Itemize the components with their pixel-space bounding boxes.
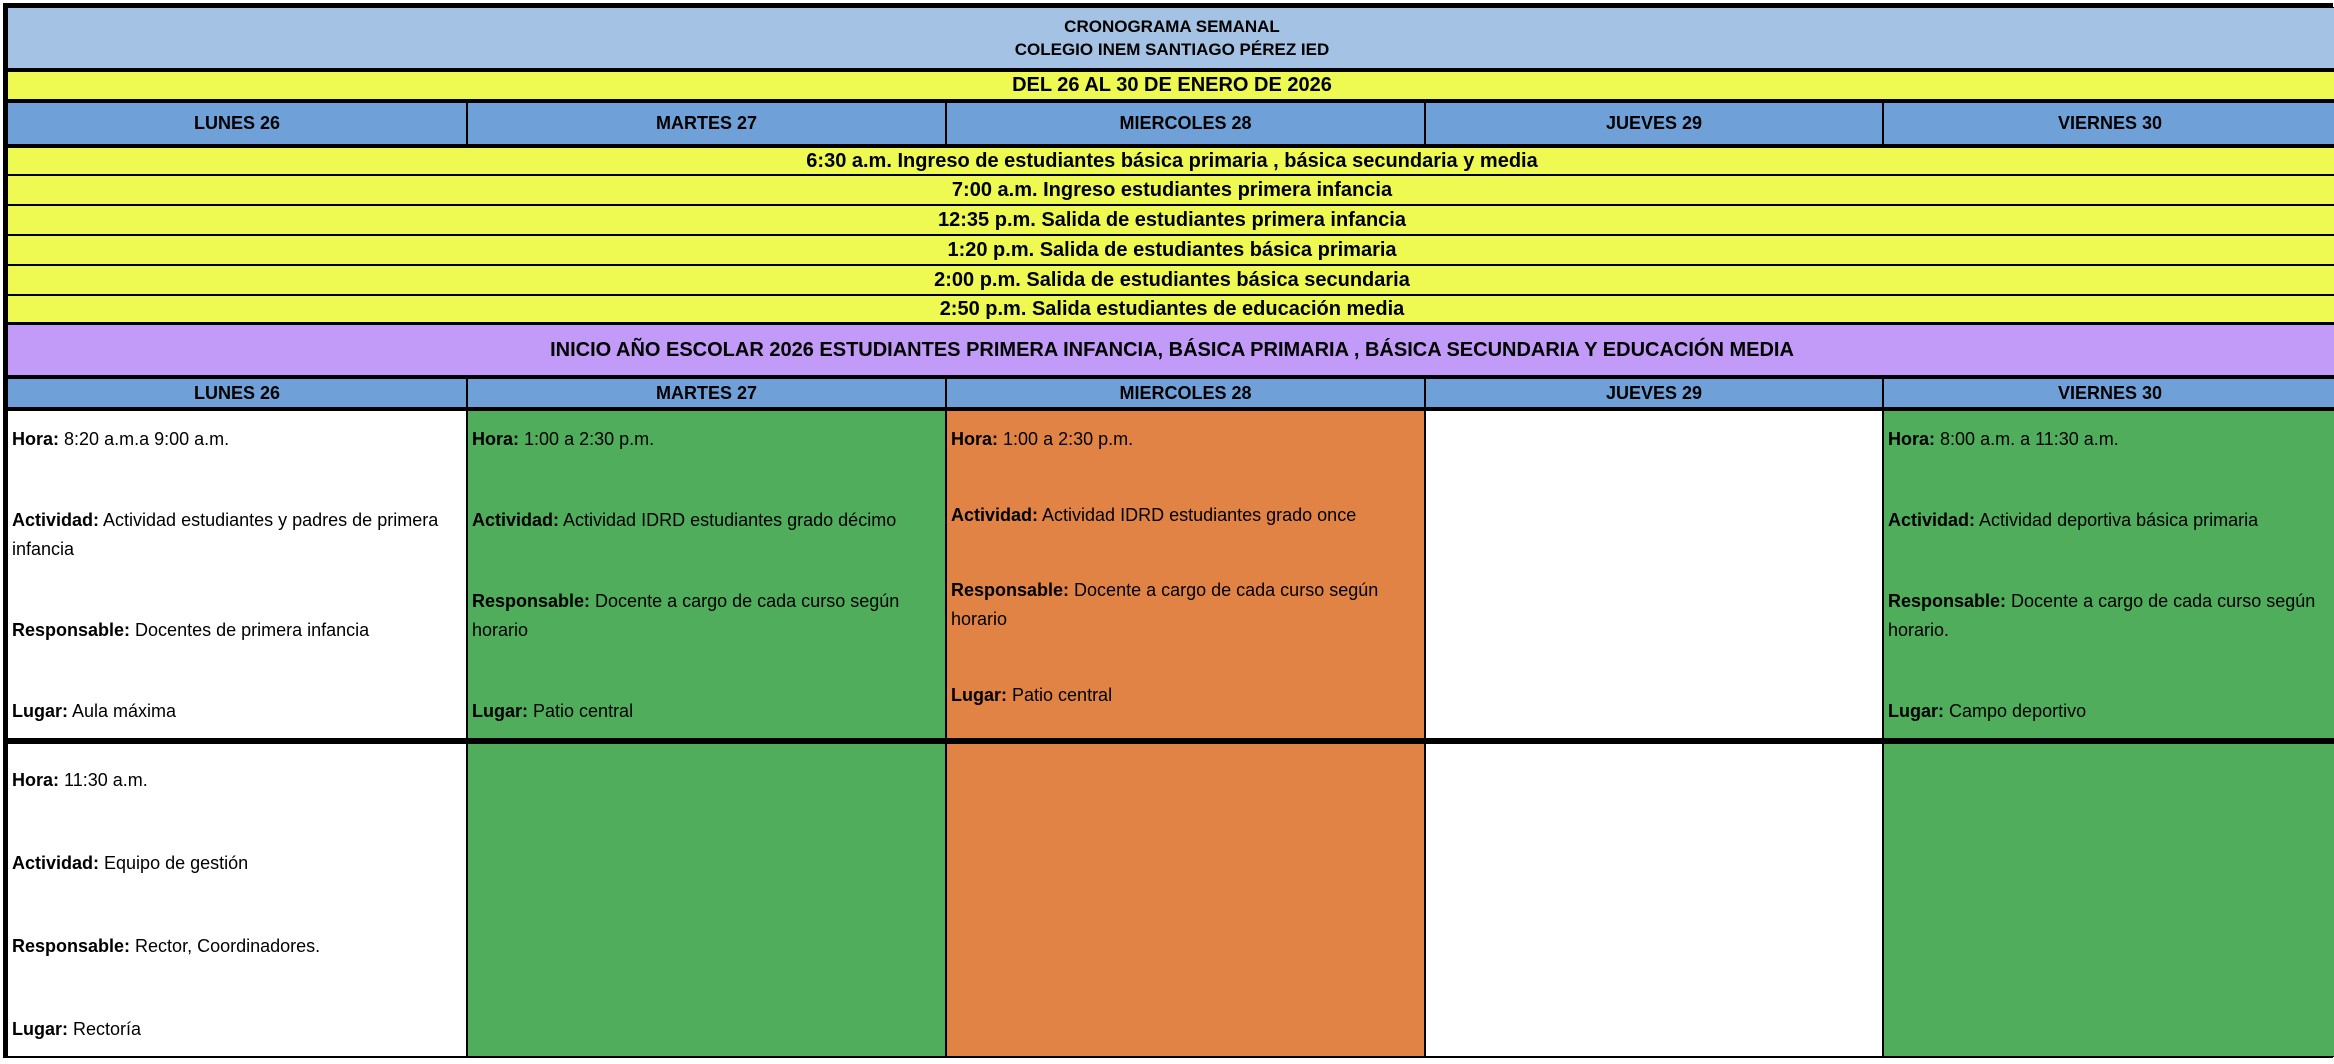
date-range: DEL 26 AL 30 DE ENERO DE 2026 — [7, 71, 2334, 102]
activity-lugar: Lugar: Patio central — [951, 684, 1113, 705]
activity-viernes-2 — [1883, 743, 2334, 1057]
activity-responsable: Responsable: Docente a cargo de cada curso según horario. — [1888, 591, 2316, 640]
activity-lunes-2 — [7, 743, 467, 1057]
activity-actividad: Actividad: Actividad IDRD estudiantes grado décimo — [472, 510, 897, 530]
weekly-schedule-sheet — [3, 3, 2333, 1058]
activity-martes-1 — [467, 410, 946, 743]
activity-lugar: Lugar: Patio central — [472, 701, 634, 721]
activity-hora: Hora: 1:00 a 2:30 p.m. — [472, 429, 655, 449]
schedule-row: 2:50 p.m. Salida estudiantes de educación media — [7, 295, 2334, 323]
activity-actividad: Actividad: Actividad deportiva básica primaria — [1888, 510, 2259, 530]
activity-hora: Hora: 11:30 a.m. — [12, 770, 148, 790]
day-header-miercoles: MIERCOLES 28 — [946, 102, 1425, 147]
activity-lugar: Lugar: Campo deportivo — [1888, 701, 2087, 721]
activity-hora: Hora: 8:20 a.m.a 9:00 a.m. — [12, 429, 230, 449]
day-header-viernes: VIERNES 30 — [1883, 378, 2334, 410]
day-header-miercoles: MIERCOLES 28 — [946, 378, 1425, 410]
activity-actividad: Actividad: Equipo de gestión — [12, 853, 249, 873]
activity-hora: Hora: 1:00 a 2:30 p.m. — [951, 429, 1134, 449]
schedule-row: 12:35 p.m. Salida de estudiantes primera infancia — [7, 205, 2334, 235]
schedule-row: 6:30 a.m. Ingreso de estudiantes básica primaria , básica secundaria y media — [7, 147, 2334, 175]
activity-jueves-1 — [1425, 410, 1883, 743]
activity-martes-2 — [467, 743, 946, 1057]
activity-responsable: Responsable: Docente a cargo de cada curso según horario — [951, 580, 1379, 630]
schedule-row: 7:00 a.m. Ingreso estudiantes primera infancia — [7, 175, 2334, 205]
activity-responsable: Responsable: Rector, Coordinadores. — [12, 936, 321, 956]
activity-viernes-1 — [1883, 410, 2334, 743]
activity-lugar: Lugar: Rectoría — [12, 1019, 142, 1039]
activity-actividad: Actividad: Actividad estudiantes y padres de primera infancia — [12, 510, 439, 559]
activity-lunes-1 — [7, 410, 467, 743]
school-year-banner: INICIO AÑO ESCOLAR 2026 ESTUDIANTES PRIMERA INFANCIA, BÁSICA PRIMARIA , BÁSICA SECUNDARIA Y EDUCACIÓN MEDIA — [7, 323, 2334, 378]
day-header-jueves: JUEVES 29 — [1425, 102, 1883, 147]
day-header-viernes: VIERNES 30 — [1883, 102, 2334, 147]
activity-lugar: Lugar: Aula máxima — [12, 701, 177, 721]
title-line-2: COLEGIO INEM SANTIAGO PÉREZ IED — [1014, 40, 1330, 59]
activity-responsable: Responsable: Docente a cargo de cada curso según horario — [472, 591, 900, 640]
activity-actividad: Actividad: Actividad IDRD estudiantes grado once — [951, 504, 1357, 525]
day-header-lunes: LUNES 26 — [7, 102, 467, 147]
day-header-martes: MARTES 27 — [467, 378, 946, 410]
schedule-row: 1:20 p.m. Salida de estudiantes básica primaria — [7, 235, 2334, 265]
sheet-title — [7, 7, 2334, 71]
schedule-row: 2:00 p.m. Salida de estudiantes básica secundaria — [7, 265, 2334, 295]
title-line-1: CRONOGRAMA SEMANAL — [1064, 17, 1280, 36]
activity-hora: Hora: 8:00 a.m. a 11:30 a.m. — [1888, 429, 2119, 449]
activity-jueves-2 — [1425, 743, 1883, 1057]
activity-responsable: Responsable: Docentes de primera infancia — [12, 620, 370, 640]
day-header-jueves: JUEVES 29 — [1425, 378, 1883, 410]
day-header-lunes: LUNES 26 — [7, 378, 467, 410]
activity-miercoles-1 — [946, 410, 1425, 743]
activity-miercoles-2 — [946, 743, 1425, 1057]
day-header-martes: MARTES 27 — [467, 102, 946, 147]
